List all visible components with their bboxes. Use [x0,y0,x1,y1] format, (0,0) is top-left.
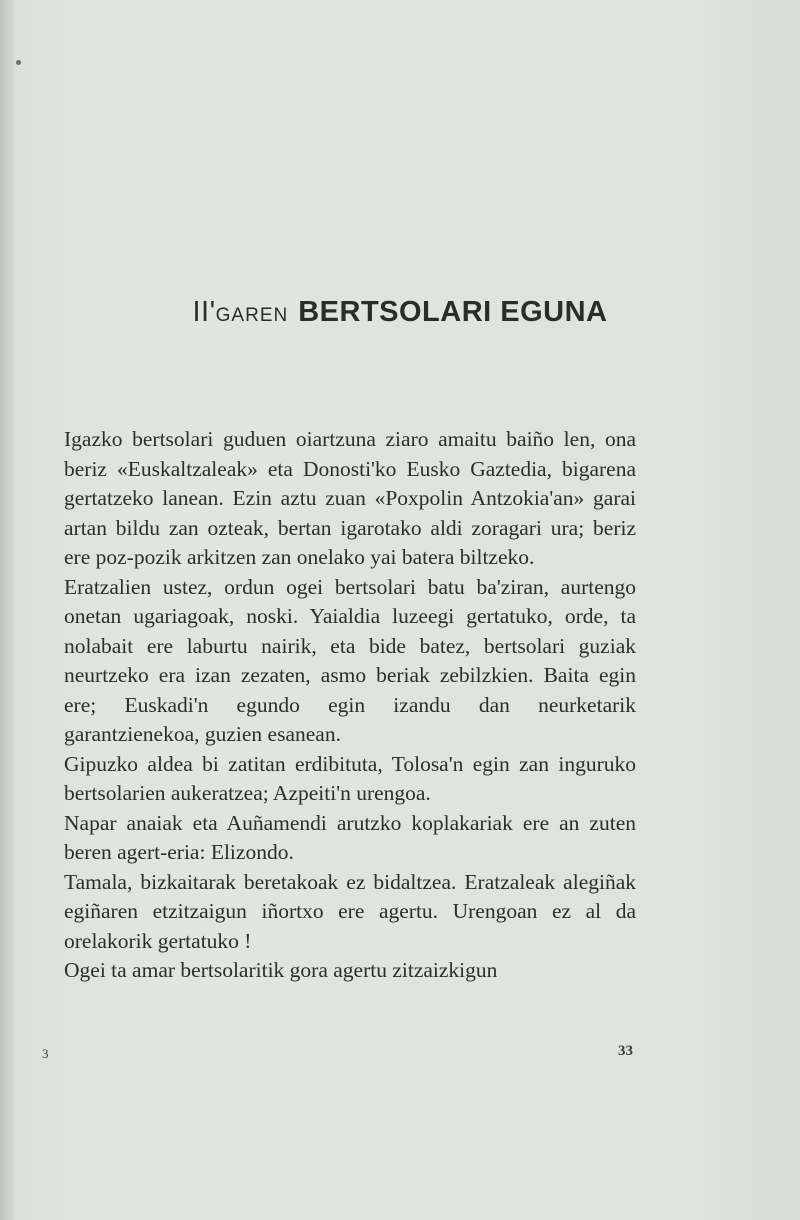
title-ordinal-suffix: GAREN [215,305,289,326]
paragraph-6: Ogei ta amar bertsolaritik gora agertu zitzaizkigun [64,958,498,982]
title-apostrophe: ' [209,296,216,328]
paragraph-5: Tamala, bizkaitarak beretakoak ez bidaltzea. Eratzaleak alegiñak egiñaren etzitzaigun iñortxo ere agertu. Urengoan ez al da orelakorik gertatuko ! [64,869,636,953]
title-main: BERTSOLARI EGUNA [298,296,608,328]
paper-speck [16,60,21,65]
page-spine-shadow [0,0,14,1220]
title-number: II [192,296,210,328]
page-number: 33 [618,1043,633,1059]
paragraph-4: Napar anaiak eta Auñamendi arutzko koplakariak ere an zuten beren agert-eria: Elizondo. [64,810,636,864]
signature-mark: 3 [42,1046,49,1061]
paragraph-2: Eratzalien ustez, ordun ogei bertsolari batu ba'ziran, aurtengo onetan ugariagoak, noski. Yaialdia luzeegi gertatuko, orde, ta nolabait ere laburtu nairik, eta bide batez, bertsolari guziak neurtzeko era izan zezaten, asmo beriak zebilzkien. Baita egin ere; Euskadi'n egundo egin izandu dan neurketarik garantzienekoa, guzien esanean. [64,574,636,746]
paragraph-3: Gipuzko aldea bi zatitan erdibituta, Tolosa'n egin zan inguruko bertsolarien aukeratzea; Azpeiti'n urengoa. [64,751,636,805]
body-text [64,425,636,986]
paragraph-1: Igazko bertsolari guduen oiartzuna ziaro amaitu baiño len, ona beriz «Euskaltzaleak» eta Donosti'ko Eusko Gaztedia, bigarena gertatzeko lanean. Ezin aztu zuan «Poxpolin Antzokia'an» garai artan bildu zan ozteak, bertan igarotako aldi zoragari ura; beriz ere poz-pozik arkitzen zan onelako yai batera biltzeko. [64,427,636,569]
chapter-title [0,292,800,329]
